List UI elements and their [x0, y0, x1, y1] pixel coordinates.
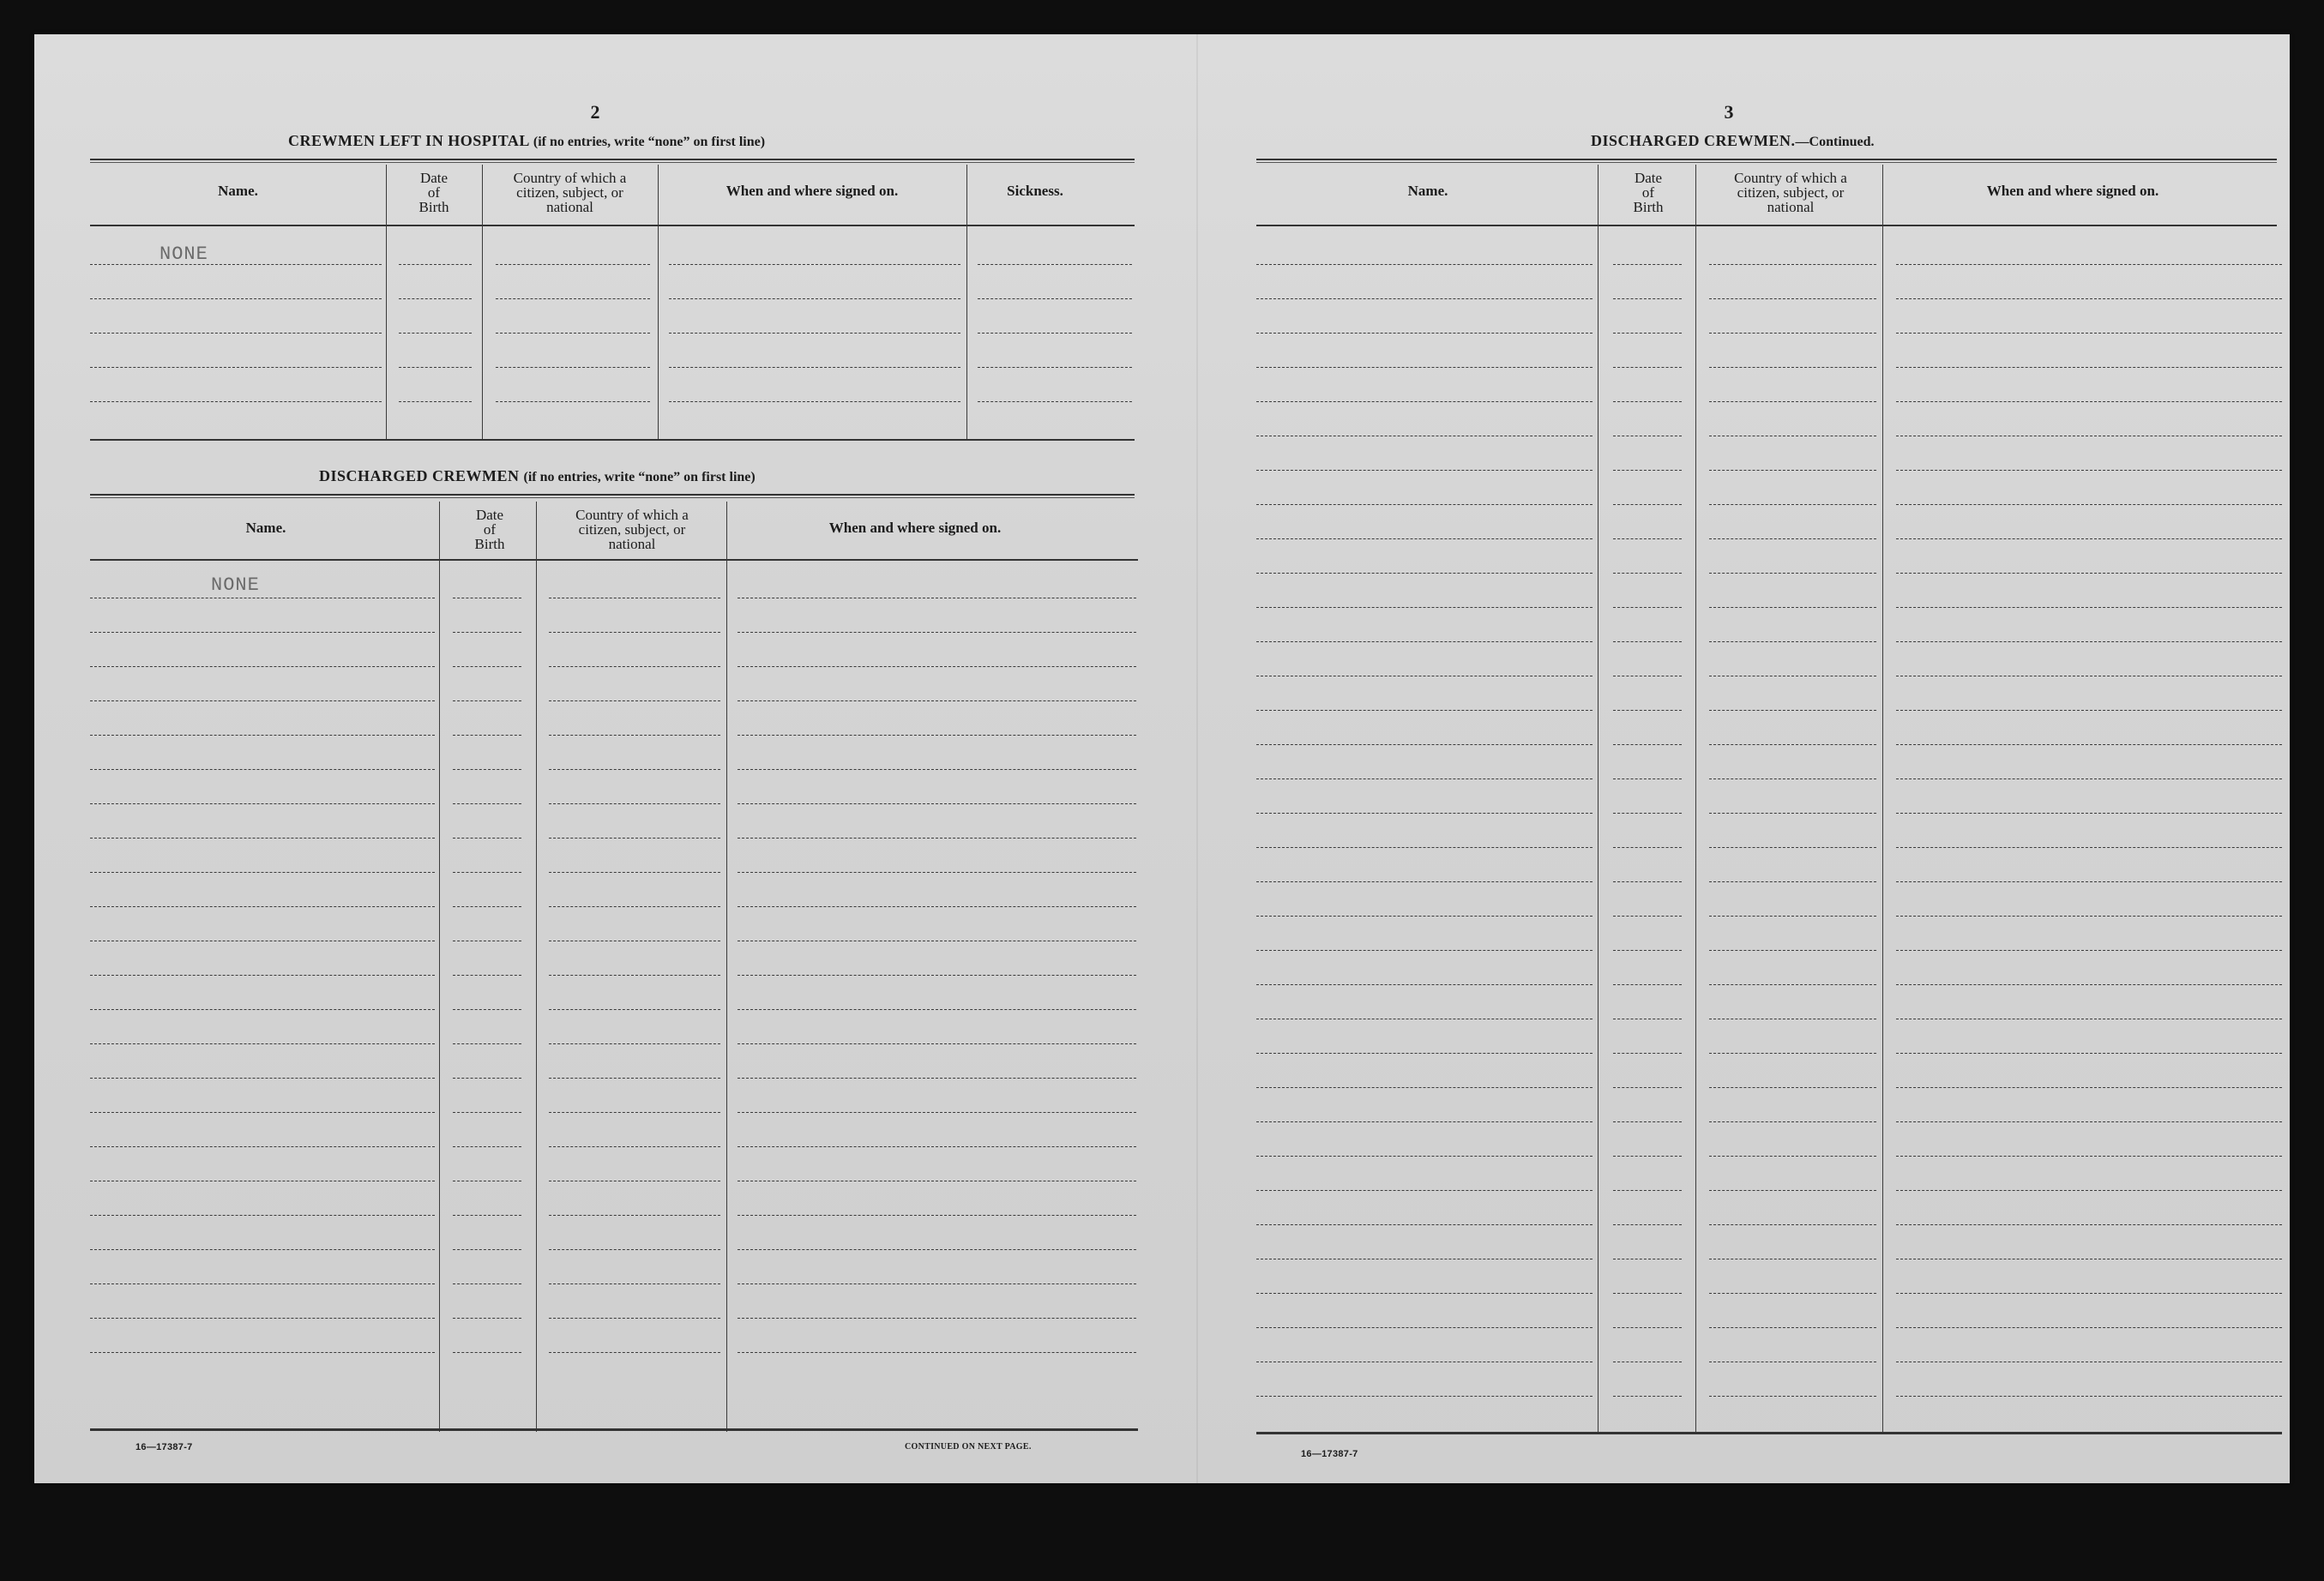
hospital-section-title [288, 132, 765, 150]
ruled-line [1896, 1327, 2282, 1328]
ruled-line [1709, 950, 1876, 951]
ruled-line [1256, 881, 1592, 882]
ruled-line [1709, 1156, 1876, 1157]
ruled-line [90, 872, 435, 873]
ruled-line [90, 1009, 435, 1010]
ruled-line [1256, 1156, 1592, 1157]
page-number: 3 [1724, 101, 1734, 123]
ruled-line [738, 735, 1136, 736]
ruled-line [738, 975, 1136, 976]
ruled-line [1709, 1396, 1876, 1397]
ruled-line [453, 1043, 521, 1044]
ruled-line [1896, 470, 2282, 471]
ruled-line [1256, 504, 1592, 505]
discharged-dob-line2: of [483, 520, 497, 538]
ruled-line [1256, 607, 1592, 608]
hospital-vline-3 [658, 165, 659, 439]
ruled-line [90, 1215, 435, 1216]
ruled-line [1896, 710, 2282, 711]
ruled-line [453, 666, 521, 667]
ruled-line [549, 1318, 720, 1319]
ruled-line [1613, 847, 1682, 848]
ruled-line [496, 367, 650, 368]
ruled-line [738, 1112, 1136, 1113]
document-sheet [34, 34, 2290, 1483]
hospital-bottom-rule [90, 439, 1135, 441]
right-vline-3 [1882, 165, 1883, 1434]
ruled-line [90, 803, 435, 804]
ruled-line [738, 1146, 1136, 1147]
ruled-line [1613, 470, 1682, 471]
ruled-line [669, 367, 960, 368]
discharged-col-name: Name. [245, 520, 286, 536]
discharged-title-note: (if no entries, write “none” on first line) [523, 470, 756, 484]
ruled-line [1256, 1087, 1592, 1088]
ruled-line [1613, 744, 1682, 745]
ruled-line [549, 632, 720, 633]
ruled-line [90, 666, 435, 667]
ruled-line [453, 1009, 521, 1010]
ruled-line [1896, 950, 2282, 951]
ruled-line [1709, 778, 1876, 779]
right-country-line1: Country of which a [1734, 169, 1847, 186]
right-dob-line2: of [1641, 183, 1655, 201]
ruled-line [1896, 641, 2282, 642]
ruled-line [1709, 573, 1876, 574]
ruled-line [1709, 1190, 1876, 1191]
ruled-line [1709, 1087, 1876, 1088]
ruled-line [549, 872, 720, 873]
ruled-line [1613, 1224, 1682, 1225]
right-col-country [1697, 166, 1884, 218]
hospital-dob-line2: of [427, 183, 441, 201]
discharged-country-line3: national [608, 535, 656, 552]
ruled-line [1613, 367, 1682, 368]
ruled-line [1896, 573, 2282, 574]
ruled-line [1613, 401, 1682, 402]
ruled-line [549, 803, 720, 804]
ruled-line [1613, 1053, 1682, 1054]
ruled-line [1896, 607, 2282, 608]
ruled-line [1613, 1327, 1682, 1328]
ruled-line [738, 906, 1136, 907]
ruled-line [496, 401, 650, 402]
ruled-line [453, 1112, 521, 1113]
discharged-country-line2: citizen, subject, or [578, 520, 686, 538]
ruled-line [1709, 916, 1876, 917]
ruled-line [453, 1078, 521, 1079]
right-top-rule [1256, 159, 2277, 163]
hospital-dob-line1: Date [419, 169, 449, 186]
hospital-vline-4 [966, 165, 967, 439]
ruled-line [1256, 573, 1592, 574]
right-dob-line3: Birth [1633, 198, 1664, 215]
right-dob-line1: Date [1634, 169, 1663, 186]
ruled-line [453, 975, 521, 976]
ruled-line [1709, 1327, 1876, 1328]
ruled-line [1613, 710, 1682, 711]
ruled-line [453, 632, 521, 633]
ruled-line [90, 1283, 435, 1284]
ruled-line [1896, 1156, 2282, 1157]
ruled-line [1896, 333, 2282, 334]
ruled-line [90, 264, 382, 265]
ruled-line [1613, 1396, 1682, 1397]
ruled-line [1256, 298, 1592, 299]
ruled-line [1256, 1293, 1592, 1294]
ruled-line [1613, 504, 1682, 505]
ruled-line [1896, 744, 2282, 745]
ruled-line [399, 367, 472, 368]
ruled-line [90, 333, 382, 334]
ruled-line [399, 401, 472, 402]
discharged-bottom-rule [90, 1428, 1138, 1431]
ruled-line [549, 666, 720, 667]
ruled-line [1613, 573, 1682, 574]
ruled-line [1256, 710, 1592, 711]
page-number: 2 [590, 101, 600, 123]
hospital-entry-none: NONE [160, 243, 208, 265]
ruled-line [1896, 367, 2282, 368]
ruled-line [1256, 916, 1592, 917]
ruled-line [1613, 333, 1682, 334]
ruled-line [549, 838, 720, 839]
hospital-vline-1 [386, 165, 387, 439]
ruled-line [1256, 264, 1592, 265]
ruled-line [1896, 538, 2282, 539]
right-header-rule [1256, 225, 2277, 226]
ruled-line [90, 1043, 435, 1044]
discharged-country-line1: Country of which a [575, 506, 689, 523]
right-section-title [1591, 132, 1875, 150]
discharged-vline-1 [439, 502, 440, 1432]
ruled-line [549, 1112, 720, 1113]
ruled-line [738, 803, 1136, 804]
ruled-line [1613, 264, 1682, 265]
ruled-line [549, 700, 720, 701]
ruled-line [1613, 1293, 1682, 1294]
ruled-line [1896, 1293, 2282, 1294]
ruled-line [453, 906, 521, 907]
ruled-line [453, 1249, 521, 1250]
ruled-line [1709, 504, 1876, 505]
ruled-line [1613, 298, 1682, 299]
ruled-line [90, 906, 435, 907]
ruled-line [90, 1146, 435, 1147]
ruled-line [90, 838, 435, 839]
ruled-line [549, 1043, 720, 1044]
ruled-line [1896, 1190, 2282, 1191]
ruled-line [738, 700, 1136, 701]
ruled-line [549, 1283, 720, 1284]
ruled-line [1256, 813, 1592, 814]
form-number: 16—17387-7 [1301, 1449, 1358, 1459]
hospital-country-line3: national [546, 198, 593, 215]
ruled-line [1256, 1053, 1592, 1054]
ruled-line [453, 803, 521, 804]
ruled-line [453, 700, 521, 701]
ruled-line [1256, 538, 1592, 539]
ruled-line [978, 333, 1132, 334]
ruled-line [1896, 1121, 2282, 1122]
ruled-line [1896, 504, 2282, 505]
ruled-line [1613, 607, 1682, 608]
ruled-line [399, 333, 472, 334]
discharged-col-country [538, 503, 726, 555]
ruled-line [978, 367, 1132, 368]
ruled-line [90, 1318, 435, 1319]
right-col-name: Name. [1407, 183, 1448, 199]
ruled-line [669, 333, 960, 334]
ruled-line [1256, 984, 1592, 985]
ruled-line [549, 1146, 720, 1147]
ruled-line [1256, 744, 1592, 745]
hospital-col-signed: When and where signed on. [725, 183, 899, 199]
ruled-line [453, 1215, 521, 1216]
page-2 [34, 34, 1196, 1483]
ruled-line [1613, 538, 1682, 539]
discharged-dob-line3: Birth [474, 535, 505, 552]
ruled-line [738, 1318, 1136, 1319]
ruled-line [1709, 1121, 1876, 1122]
ruled-line [453, 872, 521, 873]
ruled-line [1896, 813, 2282, 814]
ruled-line [453, 735, 521, 736]
ruled-line [1256, 1190, 1592, 1191]
ruled-line [1613, 1087, 1682, 1088]
ruled-line [738, 666, 1136, 667]
hospital-header-rule [90, 225, 1135, 226]
ruled-line [738, 769, 1136, 770]
ruled-line [90, 1078, 435, 1079]
hospital-dob-line3: Birth [418, 198, 449, 215]
ruled-line [1896, 1224, 2282, 1225]
ruled-line [978, 401, 1132, 402]
ruled-line [549, 1249, 720, 1250]
ruled-line [453, 1352, 521, 1353]
ruled-line [738, 1283, 1136, 1284]
ruled-line [1709, 813, 1876, 814]
hospital-col-name: Name. [218, 183, 258, 199]
ruled-line [1709, 984, 1876, 985]
ruled-line [549, 769, 720, 770]
ruled-line [453, 1318, 521, 1319]
hospital-col-sickness: Sickness. [1007, 183, 1063, 199]
discharged-col-signed: When and where signed on. [828, 520, 1002, 536]
ruled-line [1709, 1293, 1876, 1294]
ruled-line [1613, 1156, 1682, 1157]
continued-note: CONTINUED ON NEXT PAGE. [905, 1442, 1032, 1452]
ruled-line [549, 1352, 720, 1353]
ruled-line [90, 1112, 435, 1113]
ruled-line [453, 1146, 521, 1147]
ruled-line [1256, 1327, 1592, 1328]
ruled-line [1709, 710, 1876, 711]
ruled-line [496, 298, 650, 299]
ruled-line [90, 298, 382, 299]
ruled-line [1709, 470, 1876, 471]
ruled-line [1613, 641, 1682, 642]
discharged-entry-none: NONE [211, 574, 260, 596]
ruled-line [1896, 264, 2282, 265]
ruled-line [1896, 984, 2282, 985]
ruled-line [1613, 778, 1682, 779]
ruled-line [90, 367, 382, 368]
ruled-line [1896, 1053, 2282, 1054]
ruled-line [1896, 1087, 2282, 1088]
ruled-line [549, 975, 720, 976]
ruled-line [1256, 333, 1592, 334]
hospital-top-rule [90, 159, 1135, 163]
ruled-line [1709, 744, 1876, 745]
ruled-line [1256, 641, 1592, 642]
ruled-line [399, 264, 472, 265]
ruled-line [549, 1078, 720, 1079]
ruled-line [90, 735, 435, 736]
page-3 [1198, 34, 2290, 1483]
ruled-line [90, 401, 382, 402]
ruled-line [453, 769, 521, 770]
ruled-line [738, 1215, 1136, 1216]
ruled-line [453, 1283, 521, 1284]
ruled-line [738, 1352, 1136, 1353]
right-title-suffix: —Continued. [1795, 135, 1875, 149]
ruled-line [1896, 401, 2282, 402]
ruled-line [1256, 778, 1592, 779]
ruled-line [738, 632, 1136, 633]
ruled-line [1709, 298, 1876, 299]
ruled-line [1613, 881, 1682, 882]
ruled-line [738, 1043, 1136, 1044]
ruled-line [669, 264, 960, 265]
right-bottom-rule [1256, 1432, 2282, 1434]
ruled-line [1613, 984, 1682, 985]
hospital-col-dob [386, 166, 482, 218]
ruled-line [1709, 847, 1876, 848]
ruled-line [1896, 881, 2282, 882]
discharged-col-dob [442, 503, 538, 555]
ruled-line [978, 298, 1132, 299]
hospital-title-text: CREWMEN LEFT IN HOSPITAL [288, 132, 529, 149]
right-country-line2: citizen, subject, or [1737, 183, 1845, 201]
ruled-line [496, 333, 650, 334]
ruled-line [738, 1009, 1136, 1010]
discharged-vline-2 [536, 502, 537, 1432]
ruled-line [1709, 264, 1876, 265]
ruled-line [1613, 916, 1682, 917]
ruled-line [1256, 367, 1592, 368]
ruled-line [738, 838, 1136, 839]
ruled-line [738, 1078, 1136, 1079]
ruled-line [549, 1215, 720, 1216]
ruled-line [1709, 641, 1876, 642]
ruled-line [549, 735, 720, 736]
ruled-line [1256, 1121, 1592, 1122]
ruled-line [669, 401, 960, 402]
hospital-title-note: (if no entries, write “none” on first line) [533, 135, 766, 149]
ruled-line [1256, 847, 1592, 848]
right-title-text: DISCHARGED CREWMEN. [1591, 132, 1796, 149]
hospital-country-line1: Country of which a [513, 169, 627, 186]
form-number: 16—17387-7 [135, 1442, 193, 1452]
ruled-line [1896, 778, 2282, 779]
ruled-line [1613, 950, 1682, 951]
hospital-col-country [482, 166, 658, 218]
ruled-line [1896, 847, 2282, 848]
ruled-line [90, 1249, 435, 1250]
ruled-line [1256, 1224, 1592, 1225]
hospital-vline-2 [482, 165, 483, 439]
ruled-line [549, 1009, 720, 1010]
ruled-line [1256, 1396, 1592, 1397]
ruled-line [738, 1249, 1136, 1250]
discharged-section-title [319, 467, 756, 485]
ruled-line [1709, 1053, 1876, 1054]
ruled-line [1896, 298, 2282, 299]
ruled-line [1613, 1190, 1682, 1191]
ruled-line [1709, 333, 1876, 334]
ruled-line [1256, 950, 1592, 951]
ruled-line [90, 1352, 435, 1353]
ruled-line [1709, 1224, 1876, 1225]
discharged-title-text: DISCHARGED CREWMEN [319, 467, 520, 484]
right-col-signed: When and where signed on. [1986, 183, 2159, 199]
ruled-line [669, 298, 960, 299]
ruled-line [399, 298, 472, 299]
ruled-line [90, 975, 435, 976]
ruled-line [1709, 607, 1876, 608]
right-col-dob [1599, 166, 1697, 218]
discharged-top-rule [90, 494, 1135, 498]
ruled-line [90, 769, 435, 770]
ruled-line [1613, 813, 1682, 814]
ruled-line [549, 906, 720, 907]
hospital-country-line2: citizen, subject, or [516, 183, 623, 201]
ruled-line [978, 264, 1132, 265]
discharged-dob-line1: Date [475, 506, 504, 523]
discharged-header-rule [90, 559, 1138, 561]
ruled-line [1256, 470, 1592, 471]
ruled-line [1709, 538, 1876, 539]
ruled-line [453, 838, 521, 839]
right-vline-1 [1598, 165, 1599, 1434]
right-vline-2 [1695, 165, 1696, 1434]
ruled-line [1709, 401, 1876, 402]
ruled-line [1709, 881, 1876, 882]
ruled-line [1896, 1396, 2282, 1397]
ruled-line [738, 872, 1136, 873]
ruled-line [1709, 367, 1876, 368]
ruled-line [90, 700, 435, 701]
ruled-line [90, 632, 435, 633]
right-country-line3: national [1767, 198, 1815, 215]
ruled-line [1613, 1121, 1682, 1122]
ruled-line [1896, 916, 2282, 917]
discharged-vline-3 [726, 502, 727, 1432]
ruled-line [496, 264, 650, 265]
ruled-line [1256, 401, 1592, 402]
